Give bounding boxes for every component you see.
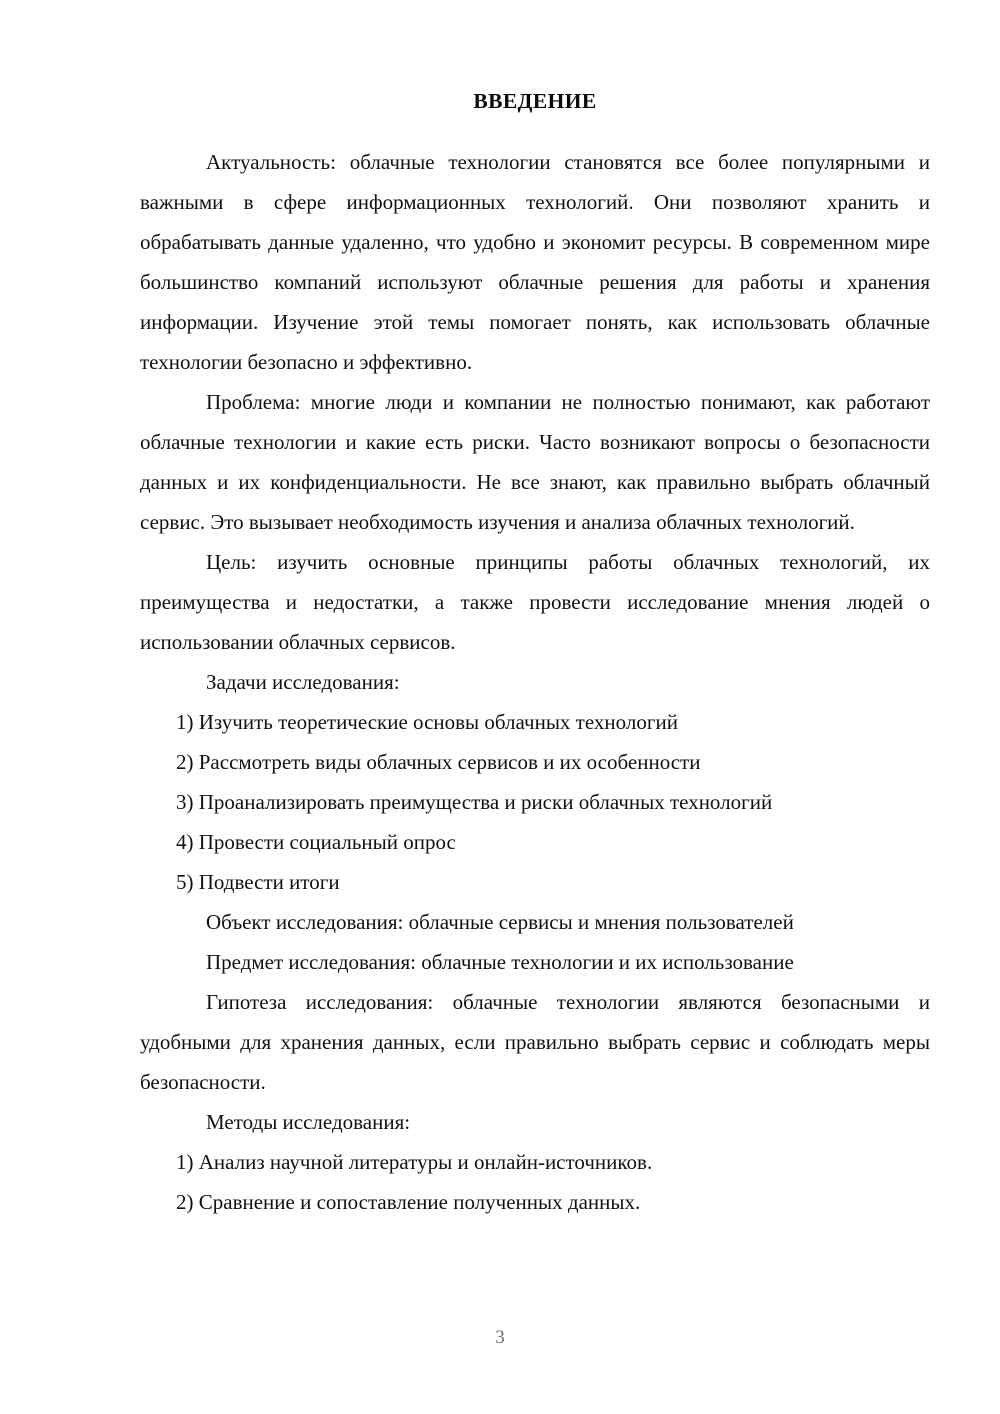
tasks-heading: Задачи исследования: — [206, 669, 400, 694]
list-item: 3) Проанализировать преимущества и риски облачных технологий — [176, 789, 773, 814]
list-item: 1) Изучить теоретические основы облачных технологий — [176, 709, 678, 734]
list-item: 2) Рассмотреть виды облачных сервисов и их особенности — [176, 749, 701, 774]
object-of-study-line: Объект исследования: облачные сервисы и мнения пользователей — [206, 909, 794, 934]
page-title: ВВЕДЕНИЕ — [473, 89, 597, 113]
tasks-list — [140, 702, 930, 902]
methods-heading: Методы исследования: — [206, 1109, 411, 1134]
subject-of-study-line: Предмет исследования: облачные технологии и их использование — [206, 949, 794, 974]
paragraph-problem: Проблема: многие люди и компании не полностью понимают, как работают облачные технологии и какие есть риски. Часто возникают вопросы о безопасности данных и их конфиденциальности. Не все знают, как правильно выбрать облачный сервис. Это вызывает необходимость изучения и анализа облачных технологий. — [140, 389, 930, 534]
list-item: 5) Подвести итоги — [176, 869, 340, 894]
document-body — [140, 88, 930, 1222]
page-number: 3 — [495, 1327, 505, 1348]
methods-list — [140, 1142, 930, 1222]
list-item: 4) Провести социальный опрос — [176, 829, 456, 854]
paragraph-goal: Цель: изучить основные принципы работы облачных технологий, их преимущества и недостатки, а также провести исследование мнения людей о использовании облачных сервисов. — [140, 549, 930, 654]
list-item: 2) Сравнение и сопоставление полученных данных. — [176, 1189, 641, 1214]
paragraph-hypothesis: Гипотеза исследования: облачные технологии являются безопасными и удобными для хранения данных, если правильно выбрать сервис и соблюдать меры безопасности. — [140, 989, 930, 1094]
paragraph-relevance: Актуальность: облачные технологии становятся все более популярными и важными в сфере информационных технологий. Они позволяют хранить и обрабатывать данные удаленно, что удобно и экономит ресурсы. В современном мире большинство компаний используют облачные решения для работы и хранения информации. Изучение этой темы помогает понять, как использовать облачные технологии безопасно и эффективно. — [140, 149, 930, 374]
list-item: 1) Анализ научной литературы и онлайн-источников. — [176, 1149, 653, 1174]
